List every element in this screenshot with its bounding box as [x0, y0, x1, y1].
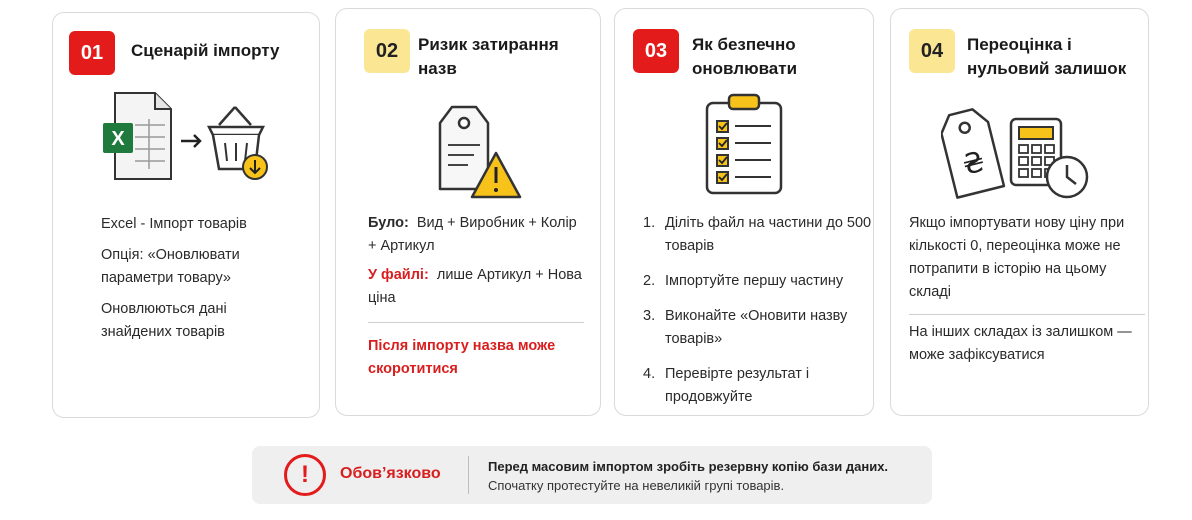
was-label: Було: — [368, 215, 409, 231]
file-text: лише Артикул + Нова ціна — [368, 267, 582, 306]
card-body — [643, 212, 873, 421]
exclamation-circle-icon: ! — [284, 454, 326, 496]
card-title: Як безпечно оновлювати — [692, 35, 798, 78]
step-badge: 02 — [364, 29, 410, 73]
test-advice: Спочатку протестуйте на невеликій групі товарів. — [488, 478, 785, 493]
list-item: 3. Виконайте «Оновити назву товарів» — [643, 308, 848, 347]
other-warehouses-text: На інших складах із залишком — може зафіксуватися — [909, 324, 1132, 363]
card-body — [368, 212, 584, 381]
warning-note: Після імпорту назва може скоротитися — [368, 338, 556, 377]
card-revaluation-zero-stock — [890, 8, 1149, 416]
card-safe-update — [614, 8, 874, 416]
card-name-overwrite-risk — [335, 8, 601, 416]
scenario-line: Excel - Імпорт товарів — [101, 216, 247, 232]
step-badge: 04 — [909, 29, 955, 73]
scenario-line: Оновлюються дані знайдених товарів — [101, 301, 227, 340]
clipboard-checklist-icon — [699, 93, 789, 197]
mandatory-label: Обов’язково — [340, 465, 441, 482]
card-title: Сценарій імпорту — [131, 41, 280, 60]
divider — [368, 322, 584, 323]
steps-list — [643, 212, 873, 409]
backup-warning: Перед масовим імпортом зробіть резервну копію бази даних. — [488, 459, 889, 474]
list-item: 2. Імпортуйте першу частину — [643, 273, 844, 289]
hryvnia-symbol: ₴ — [959, 144, 989, 182]
step-badge: 03 — [633, 29, 679, 73]
file-row — [368, 264, 584, 310]
price-tag-warning-icon — [430, 101, 526, 201]
mandatory-banner — [252, 446, 932, 504]
step-badge: 01 — [69, 31, 115, 75]
list-item: 1. Діліть файл на частини до 500 товарів — [643, 215, 872, 254]
card-body — [101, 213, 301, 352]
card-title: Переоцінка і нульовий залишок — [967, 35, 1127, 78]
card-import-scenario — [52, 12, 320, 418]
hryvnia-tag-calculator-clock-icon — [941, 97, 1091, 201]
card-title: Ризик затирання назв — [418, 35, 559, 78]
was-row — [368, 212, 584, 258]
file-label: У файлі: — [368, 267, 429, 283]
divider — [909, 314, 1145, 315]
excel-to-basket-icon — [99, 85, 275, 189]
was-text: Вид + Виробник + Колір + Артикул — [368, 215, 577, 254]
revaluation-text: Якщо імпортувати нову ціну при кількості 0, переоцінка може не потрапити в історію на цьому складі — [909, 215, 1125, 300]
divider — [468, 456, 469, 494]
list-item: 4. Перевірте результат і продовжуйте — [643, 366, 810, 405]
card-body — [909, 212, 1145, 367]
scenario-line: Опція: «Оновлювати параметри товару» — [101, 247, 240, 286]
svg-text:X: X — [111, 128, 125, 150]
